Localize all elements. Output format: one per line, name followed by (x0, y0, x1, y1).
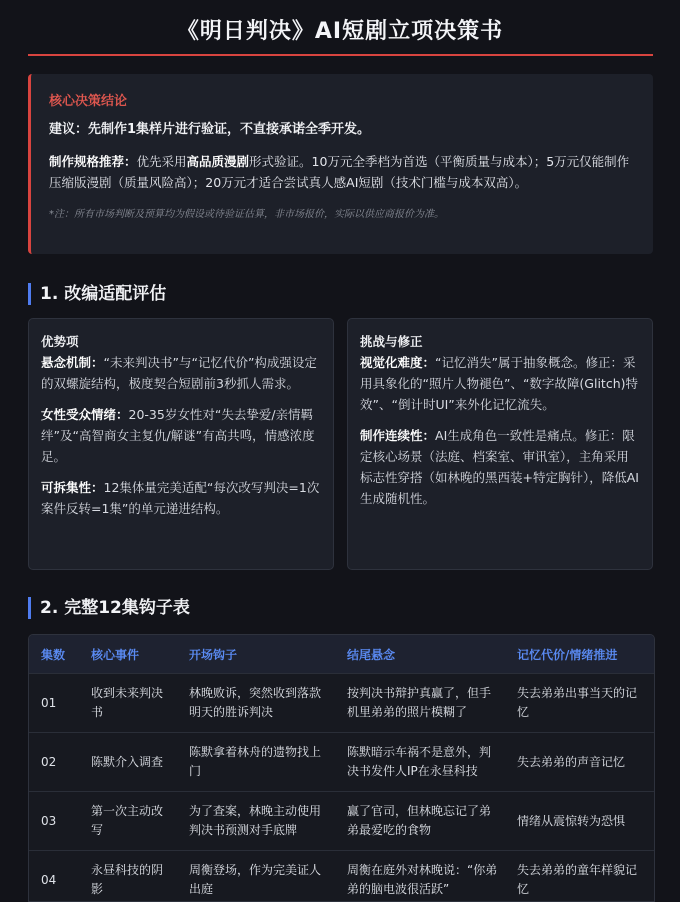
table-cell: 陈默暗示车祸不是意外，判决书发件人IP在永昼科技 (335, 733, 505, 792)
table-header-row (29, 635, 654, 674)
strength-item-label: 可拆集性： (41, 480, 104, 495)
strength-item-text: “未来判决书”与“记忆代价”构成强设定的双螺旋结构，极度契合短剧前3秒抓人需求。 (41, 355, 317, 391)
table-column-header: 记忆代价/情绪推进 (505, 635, 654, 674)
decision-heading: 核心决策结论 (49, 90, 635, 109)
table-column-header: 核心事件 (79, 635, 177, 674)
table-cell: 周衡登场，作为完美证人出庭 (177, 851, 335, 902)
table-cell: 失去弟弟的童年样貌记忆 (505, 851, 654, 902)
table-cell: 02 (29, 733, 79, 792)
table-row (29, 733, 654, 792)
table-cell: 失去弟弟出事当天的记忆 (505, 674, 654, 733)
challenge-item-text: “记忆消失”属于抽象概念。修正：采用具象化的“照片人物褪色”、“数字故障(Glitch)特效”、“倒计时UI”来外化记忆流失。 (360, 355, 638, 412)
spec-post: 形式验证。10万元全季档为首选（平衡质量与成本）；5万元仅能制作压缩版漫剧（质量风险高）；20万元才适合尝试真人感AI短剧（技术门槛与成本双高）。 (49, 154, 629, 190)
challenges-title: 挑战与修正 (360, 331, 640, 352)
table-column-header: 结尾悬念 (335, 635, 505, 674)
title-divider (28, 54, 653, 56)
decision-note: *注：所有市场判断及预算均为假设或待验证估算，非市场报价，实际以供应商报价为准。 (49, 205, 635, 220)
table-row (29, 851, 654, 902)
strength-item-label: 悬念机制： (41, 355, 104, 370)
strength-item (41, 404, 321, 467)
table-cell: 第一次主动改写 (79, 792, 177, 851)
strength-item (41, 352, 321, 394)
table-cell: 周衡在庭外对林晚说：“你弟弟的脑电波很活跃” (335, 851, 505, 902)
table-cell: 收到未来判决书 (79, 674, 177, 733)
challenge-item-text: AI生成角色一致性是痛点。修正：限定核心场景（法庭、档案室、审讯室），主角采用标志性穿搭（如林晚的黑西装+特定胸针），降低AI生成随机性。 (360, 428, 639, 506)
decision-spec (49, 151, 635, 193)
table-column-header: 集数 (29, 635, 79, 674)
spec-bold: 高品质漫剧 (187, 154, 250, 169)
strength-item-text: 20-35岁女性对“失去挚爱/亲情羁绊”及“高智商女主复仇/解谜”有高共鸣，情感浓度足。 (41, 407, 315, 464)
challenge-item (360, 352, 640, 415)
strengths-panel (28, 318, 334, 570)
challenge-item-label: 视觉化难度： (360, 355, 435, 370)
table-cell: 为了查案，林晚主动使用判决书预测对手底牌 (177, 792, 335, 851)
table-cell: 陈默介入调查 (79, 733, 177, 792)
table-cell: 04 (29, 851, 79, 902)
strengths-title: 优势项 (41, 331, 321, 352)
section-heading-hook-table: 2. 完整12集钩子表 (28, 597, 190, 619)
table-row (29, 792, 654, 851)
strength-item-label: 女性受众情绪： (41, 407, 129, 422)
challenge-item (360, 425, 640, 509)
strength-item (41, 477, 321, 519)
table-cell: 陈默拿着林舟的遗物找上门 (177, 733, 335, 792)
section-heading-adaptation: 1. 改编适配评估 (28, 283, 166, 305)
table-row (29, 674, 654, 733)
table-cell: 失去弟弟的声音记忆 (505, 733, 654, 792)
table-cell: 按判决书辩护真赢了，但手机里弟弟的照片模糊了 (335, 674, 505, 733)
table-cell: 赢了官司，但林晚忘记了弟弟最爱吃的食物 (335, 792, 505, 851)
hook-table (28, 634, 655, 902)
spec-label: 制作规格推荐： (49, 154, 137, 169)
table-cell: 情绪从震惊转为恐惧 (505, 792, 654, 851)
page-title: 《明日判决》AI短剧立项决策书 (0, 14, 680, 45)
strength-item-text: 12集体量完美适配“每次改写判决=1次案件反转=1集”的单元递进结构。 (41, 480, 319, 516)
table-column-header: 开场钩子 (177, 635, 335, 674)
table-cell: 永昼科技的阴影 (79, 851, 177, 902)
decision-recommendation: 建议：先制作1集样片进行验证，不直接承诺全季开发。 (49, 118, 635, 137)
challenges-panel (347, 318, 653, 570)
table-cell: 03 (29, 792, 79, 851)
decision-card (28, 74, 653, 254)
spec-pre: 优先采用 (137, 154, 187, 169)
table-cell: 林晚败诉，突然收到落款明天的胜诉判决 (177, 674, 335, 733)
challenge-item-label: 制作连续性： (360, 428, 435, 443)
table-cell: 01 (29, 674, 79, 733)
